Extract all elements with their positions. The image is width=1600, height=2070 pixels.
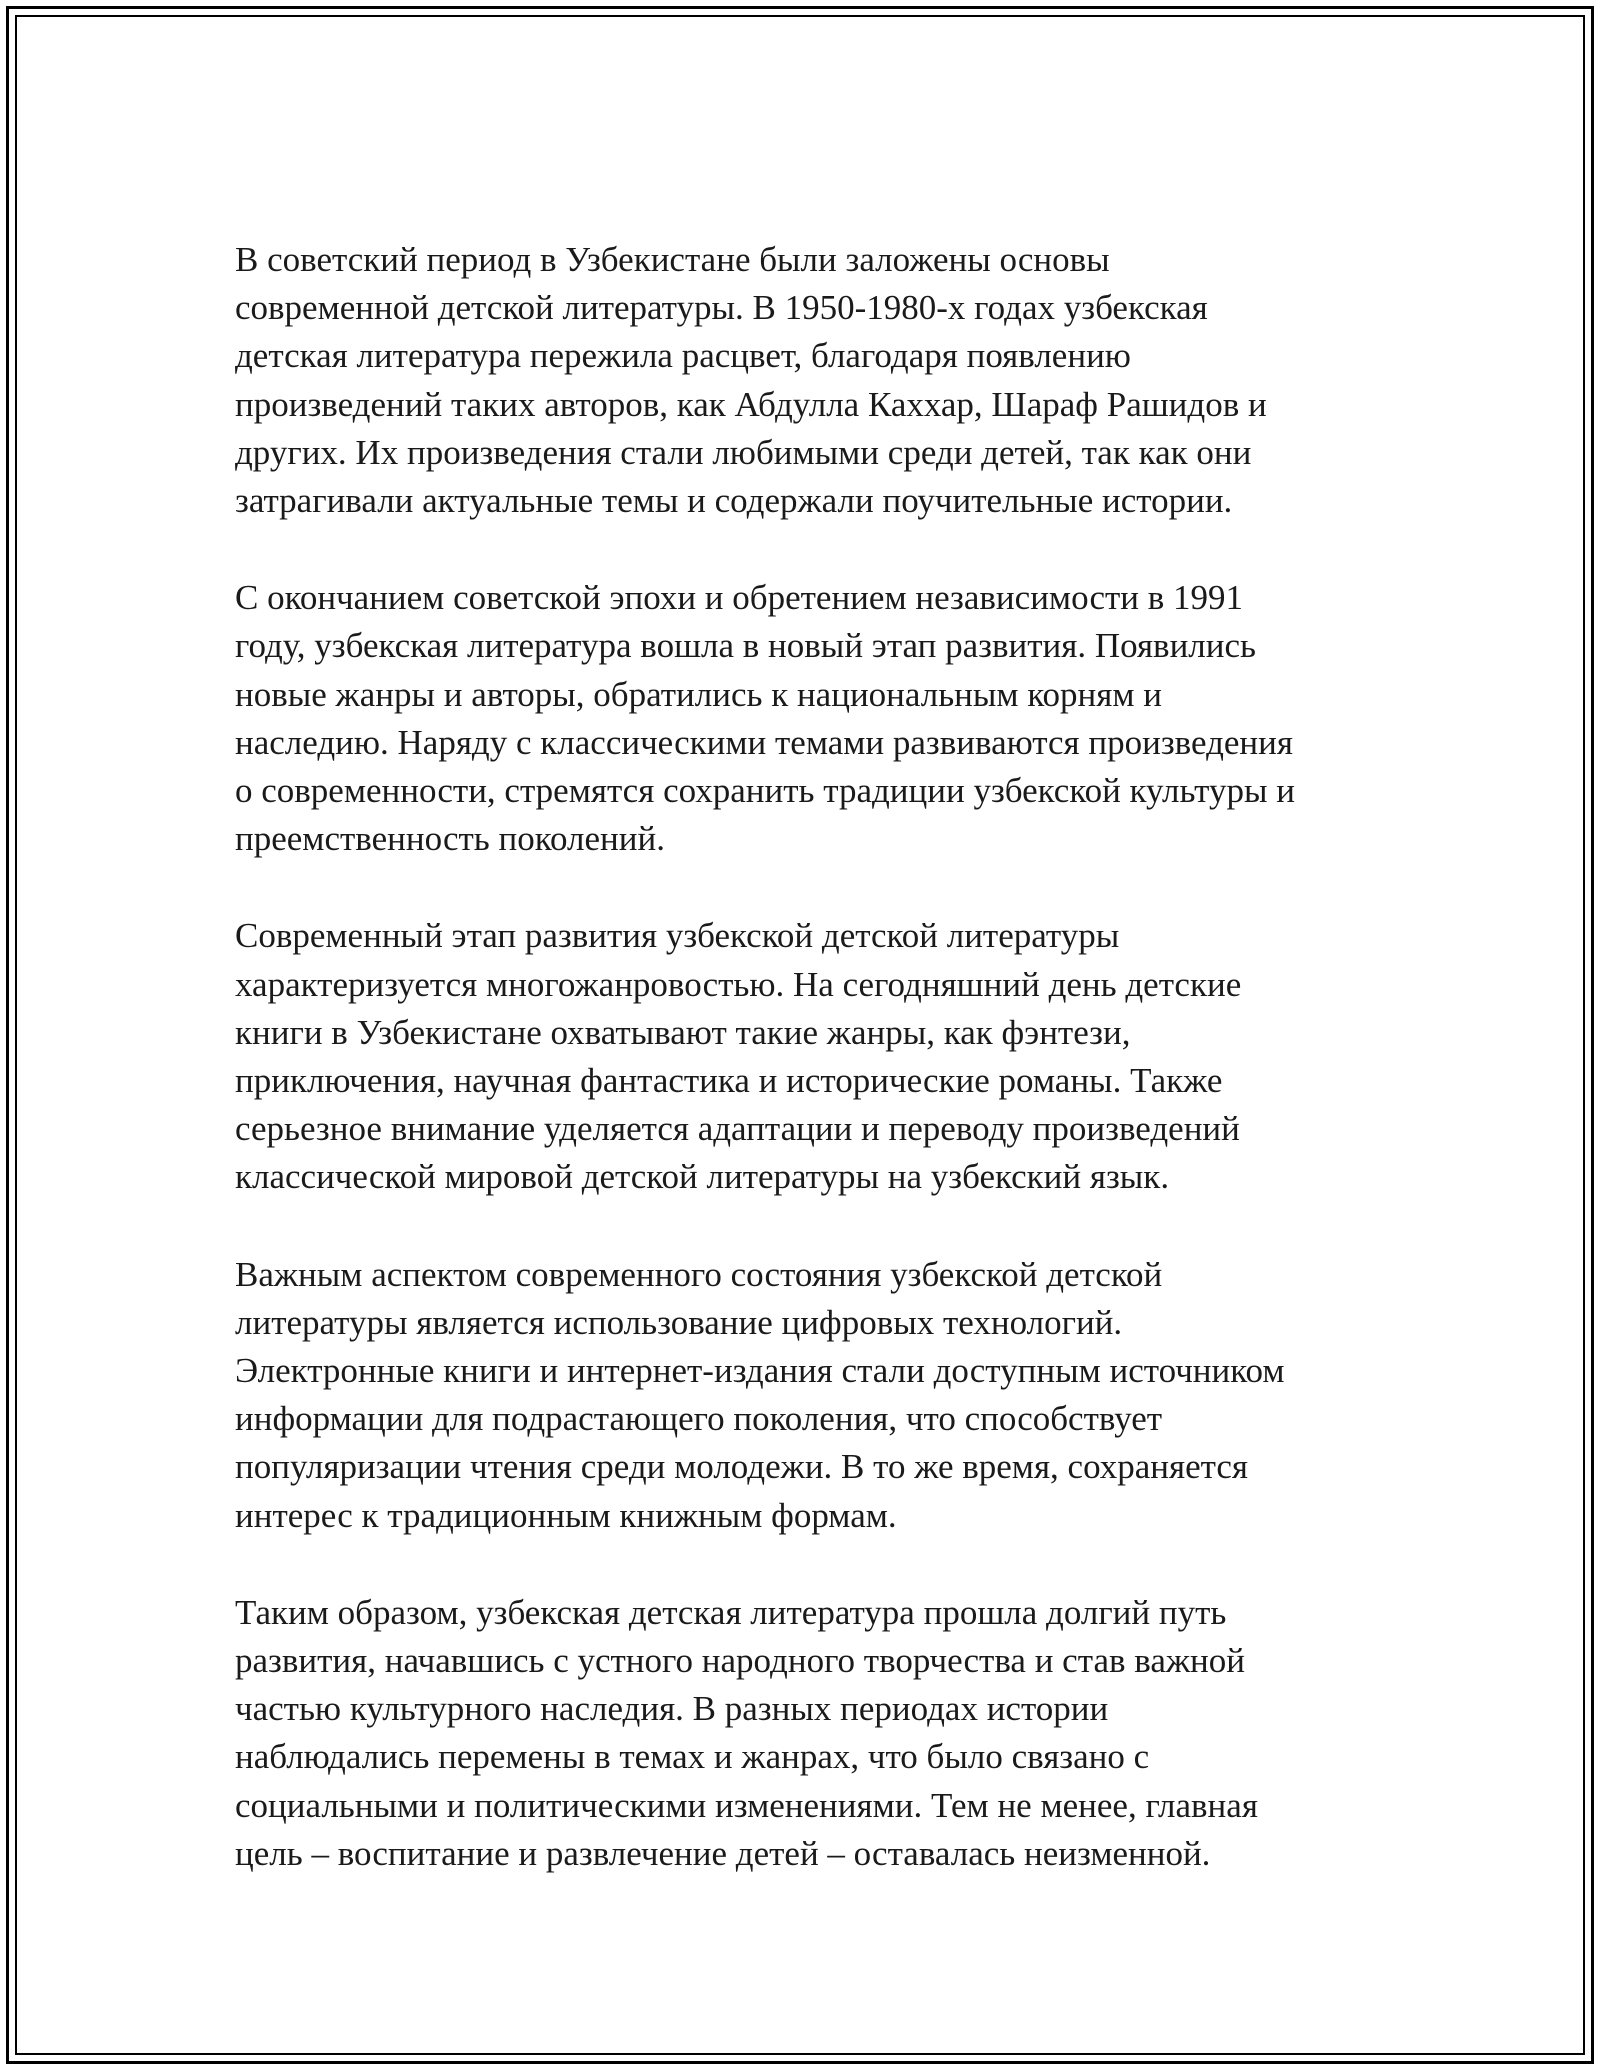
paragraph-line: Таким образом, узбекская детская литература прошла долгий путь: [235, 1592, 1227, 1632]
paragraph-line: наблюдались перемены в темах и жанрах, что было связано с: [235, 1737, 1150, 1777]
paragraph-line: наследию. Наряду с классическими темами развиваются произведения: [235, 722, 1293, 762]
paragraph-line: преемственность поколений.: [235, 819, 665, 859]
paragraph-line: С окончанием советской эпохи и обретением независимости в 1991: [235, 578, 1244, 618]
paragraph-line: Важным аспектом современного состояния узбекской детской: [235, 1254, 1163, 1294]
paragraph-line: интерес к традиционным книжным формам.: [235, 1495, 897, 1535]
paragraph-line: современной детской литературы. В 1950-1980-х годах узбекская: [235, 288, 1208, 328]
paragraph-line: информации для подрастающего поколения, что способствует: [235, 1399, 1163, 1439]
paragraph-line: развития, начавшись с устного народного творчества и став важной: [235, 1641, 1245, 1681]
paragraph-line: литературы является использование цифровых технологий.: [235, 1302, 1123, 1342]
paragraph-line: частью культурного наследия. В разных периодах истории: [235, 1689, 1109, 1729]
paragraph-line: классической мировой детской литературы на узбекский язык.: [235, 1157, 1170, 1197]
paragraph-line: Современный этап развития узбекской детской литературы: [235, 916, 1120, 956]
paragraph-line: затрагивали актуальные темы и содержали поучительные истории.: [235, 481, 1233, 521]
paragraph-line: характеризуется многожанровостью. На сегодняшний день детские: [235, 964, 1242, 1004]
document-body: [235, 236, 1375, 1927]
paragraph-line: произведений таких авторов, как Абдулла Каххар, Шараф Рашидов и: [235, 384, 1267, 424]
paragraph-line: о современности, стремятся сохранить традиции узбекской культуры и: [235, 771, 1295, 811]
paragraph-2: [235, 574, 1375, 863]
paragraph-line: социальными и политическими изменениями. Тем не менее, главная: [235, 1785, 1258, 1825]
paragraph-line: серьезное внимание уделяется адаптации и переводу произведений: [235, 1109, 1240, 1149]
paragraph-line: детская литература пережила расцвет, благодаря появлению: [235, 336, 1131, 376]
paragraph-line: новые жанры и авторы, обратились к национальным корням и: [235, 674, 1163, 714]
paragraph-3: [235, 912, 1375, 1201]
paragraph-line: году, узбекская литература вошла в новый этап развития. Появились: [235, 626, 1256, 666]
paragraph-line: популяризации чтения среди молодежи. В то же время, сохраняется: [235, 1447, 1248, 1487]
paragraph-5: [235, 1589, 1375, 1878]
paragraph-line: приключения, научная фантастика и исторические романы. Также: [235, 1061, 1223, 1101]
paragraph-line: В советский период в Узбекистане были заложены основы: [235, 240, 1110, 279]
paragraph-line: Электронные книги и интернет-издания стали доступным источником: [235, 1351, 1285, 1391]
paragraph-line: книги в Узбекистане охватывают такие жанры, как фэнтези,: [235, 1012, 1131, 1052]
paragraph-4: [235, 1251, 1375, 1540]
paragraph-line: других. Их произведения стали любимыми среди детей, так как они: [235, 432, 1252, 472]
paragraph-1: [235, 236, 1375, 525]
paragraph-line: цель – воспитание и развлечение детей – оставалась неизменной.: [235, 1833, 1211, 1873]
